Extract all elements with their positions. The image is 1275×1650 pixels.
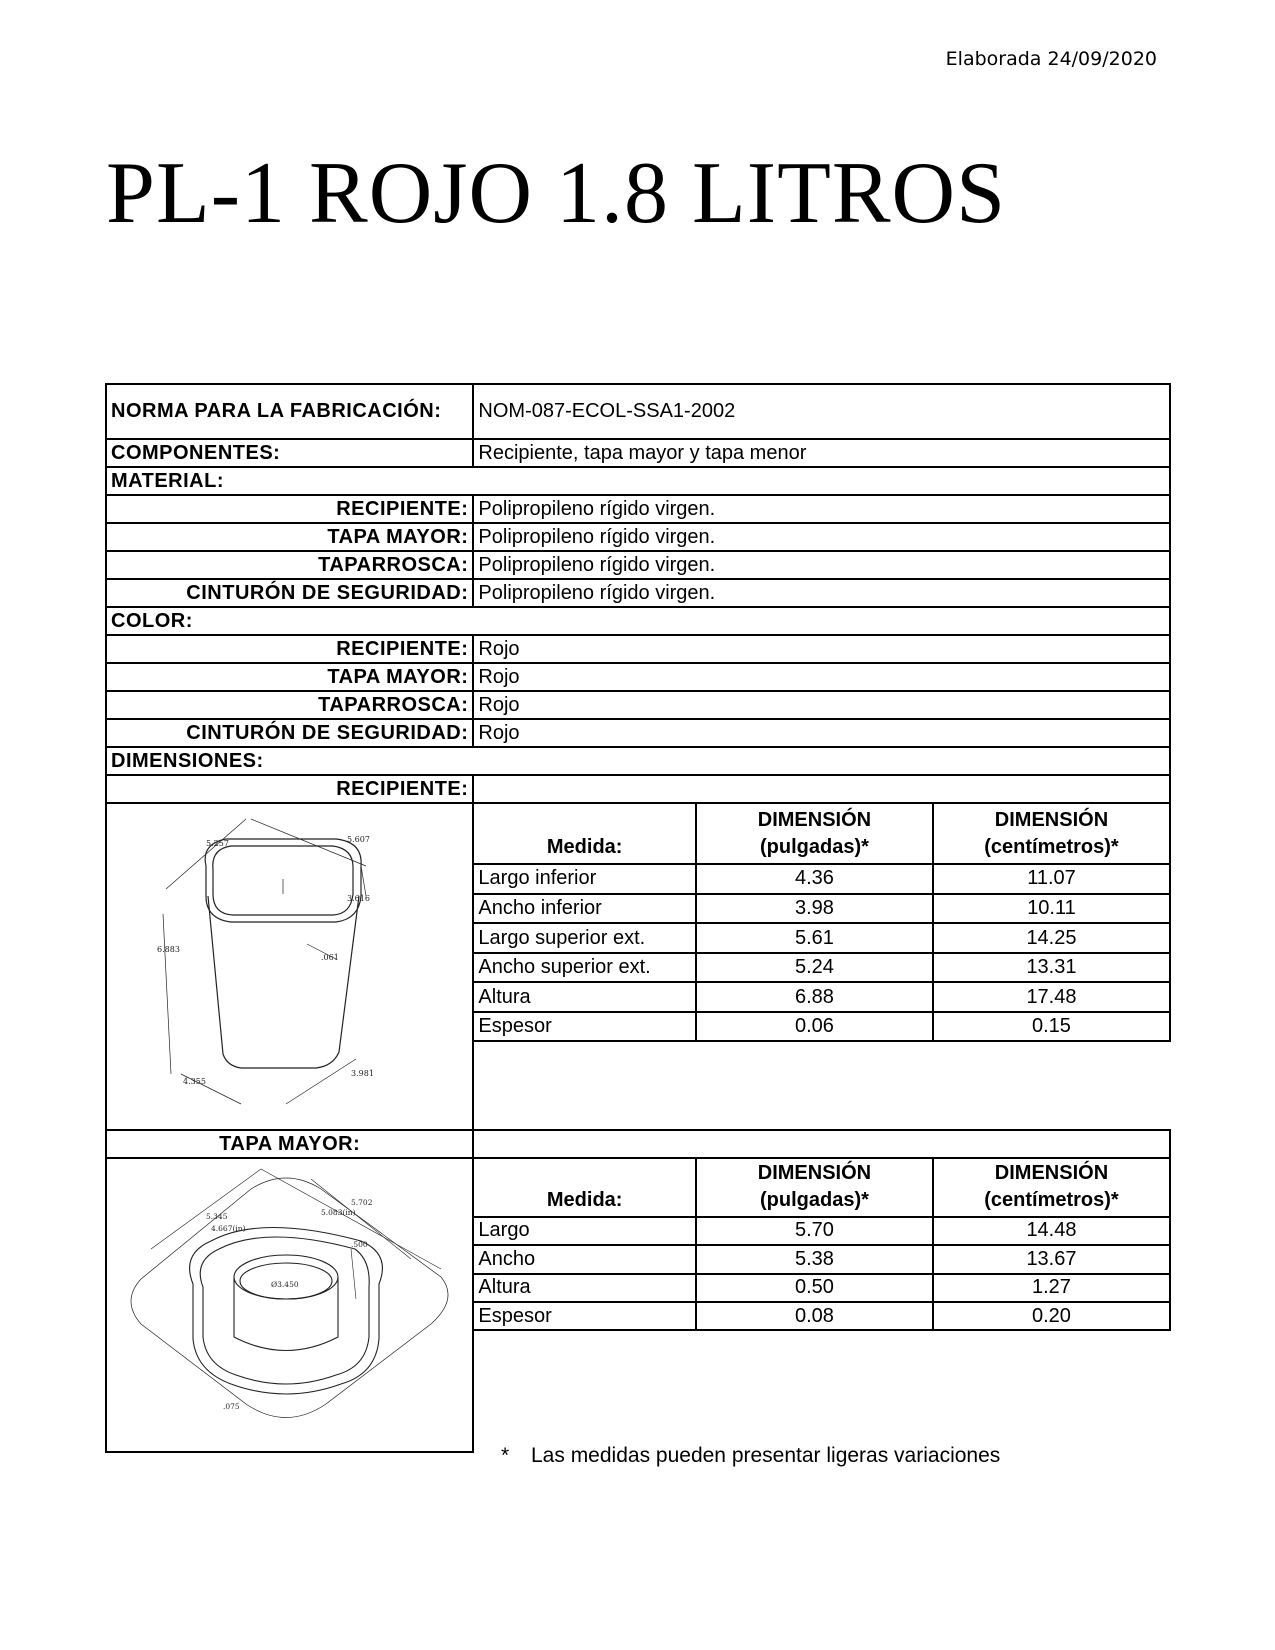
centimetros-cell: 14.25 [933, 923, 1170, 953]
centimetros-header: DIMENSIÓN (centímetros)* [933, 803, 1170, 864]
material-section-row [106, 467, 1170, 495]
centimetros-header: DIMENSIÓN (centímetros)* [933, 1158, 1170, 1217]
footnote-star: * [501, 1444, 510, 1467]
spec-table [105, 383, 1171, 1453]
recipiente-drawing [111, 804, 466, 1129]
dim-label: 5.345 [206, 1212, 228, 1221]
material-row [106, 495, 1170, 523]
material-item-label: TAPA MAYOR: [106, 523, 473, 551]
medida-cell: Ancho [473, 1245, 696, 1273]
medida-cell: Largo superior ext. [473, 923, 696, 953]
pulgadas-cell: 5.70 [696, 1217, 933, 1245]
medida-cell: Largo [473, 1217, 696, 1245]
color-row [106, 719, 1170, 747]
centimetros-cell: 0.20 [933, 1302, 1170, 1330]
pulgadas-header: DIMENSIÓN (pulgadas)* [696, 1158, 933, 1217]
norma-row [106, 384, 1170, 439]
color-item-value: Rojo [473, 719, 1170, 747]
material-item-label: RECIPIENTE: [106, 495, 473, 523]
material-row [106, 551, 1170, 579]
empty-cell [473, 1041, 1170, 1130]
color-item-value: Rojo [473, 663, 1170, 691]
color-item-label: RECIPIENTE: [106, 635, 473, 663]
empty-cell [473, 775, 1170, 803]
componentes-row [106, 439, 1170, 467]
color-item-value: Rojo [473, 635, 1170, 663]
pulgadas-cell: 4.36 [696, 864, 933, 894]
tapa-mayor-header-row [106, 1130, 1170, 1158]
footnote [501, 1444, 1000, 1468]
material-item-label: CINTURÓN DE SEGURIDAD: [106, 579, 473, 607]
pulgadas-cell: 5.61 [696, 923, 933, 953]
pulgadas-cell: 6.88 [696, 982, 933, 1012]
material-item-value: Polipropileno rígido virgen. [473, 495, 1170, 523]
dim-label: 6.883 [157, 945, 180, 954]
color-row [106, 663, 1170, 691]
dim-label: .075 [223, 1402, 240, 1411]
dim-label: 4.355 [183, 1077, 206, 1086]
centimetros-cell: 14.48 [933, 1217, 1170, 1245]
tapa-rim-outer [190, 1228, 383, 1395]
material-item-value: Polipropileno rígido virgen. [473, 551, 1170, 579]
recipiente-dim-header-row [106, 775, 1170, 803]
pulgadas-cell: 3.98 [696, 894, 933, 924]
page-title: PL-1 ROJO 1.8 LITROS [106, 145, 1007, 242]
tapa-rim-inner [200, 1237, 369, 1384]
pulgadas-cell: 0.08 [696, 1302, 933, 1330]
dim-label: 5.607 [347, 835, 370, 844]
medida-cell: Espesor [473, 1012, 696, 1042]
medida-cell: Ancho inferior [473, 894, 696, 924]
dim-label: 5.257 [206, 839, 229, 848]
material-item-value: Polipropileno rígido virgen. [473, 579, 1170, 607]
centimetros-cell: 0.15 [933, 1012, 1170, 1042]
tapa-outline [131, 1178, 448, 1418]
elaboration-date: Elaborada 24/09/2020 [945, 48, 1157, 70]
dim-label: .500 [351, 1240, 368, 1249]
medida-cell: Espesor [473, 1302, 696, 1330]
empty-cell [473, 1330, 1170, 1452]
recipiente-label: RECIPIENTE: [106, 775, 473, 803]
centimetros-cell: 10.11 [933, 894, 1170, 924]
color-item-label: TAPA MAYOR: [106, 663, 473, 691]
recipiente-drawing-cell [106, 803, 473, 1130]
dimensiones-label: DIMENSIONES: [106, 747, 1170, 775]
centimetros-cell: 17.48 [933, 982, 1170, 1012]
medida-cell: Largo inferior [473, 864, 696, 894]
pulgadas-cell: 5.24 [696, 953, 933, 983]
dimensiones-section-row [106, 747, 1170, 775]
tapa-drawing [111, 1159, 466, 1451]
dim-label: 5.083(in) [321, 1208, 356, 1217]
recipiente-dims-head-row [106, 803, 1170, 864]
medida-cell: Ancho superior ext. [473, 953, 696, 983]
tapa-mayor-label: TAPA MAYOR: [106, 1130, 473, 1158]
material-row [106, 523, 1170, 551]
pulgadas-cell: 0.50 [696, 1274, 933, 1302]
dim-label: 3.616 [347, 894, 370, 903]
dim-label: 5.702 [351, 1198, 373, 1207]
tapa-dims-head-row [106, 1158, 1170, 1217]
centimetros-cell: 11.07 [933, 864, 1170, 894]
color-item-value: Rojo [473, 691, 1170, 719]
componentes-value: Recipiente, tapa mayor y tapa menor [473, 439, 1170, 467]
color-item-label: TAPARROSCA: [106, 691, 473, 719]
centimetros-cell: 13.67 [933, 1245, 1170, 1273]
dim-label: .061 [321, 953, 339, 962]
color-section-row [106, 607, 1170, 635]
material-item-value: Polipropileno rígido virgen. [473, 523, 1170, 551]
componentes-label: COMPONENTES: [106, 439, 473, 467]
pulgadas-cell: 0.06 [696, 1012, 933, 1042]
footnote-text: Las medidas pueden presentar ligeras variaciones [531, 1444, 1001, 1467]
pulgadas-header: DIMENSIÓN (pulgadas)* [696, 803, 933, 864]
material-label: MATERIAL: [106, 467, 1170, 495]
pulgadas-cell: 5.38 [696, 1245, 933, 1273]
material-item-label: TAPARROSCA: [106, 551, 473, 579]
medida-cell: Altura [473, 982, 696, 1012]
norma-value: NOM-087-ECOL-SSA1-2002 [473, 384, 1170, 439]
color-label: COLOR: [106, 607, 1170, 635]
norma-label: NORMA PARA LA FABRICACIÓN: [106, 384, 473, 439]
color-item-label: CINTURÓN DE SEGURIDAD: [106, 719, 473, 747]
empty-cell [473, 1130, 1170, 1158]
centimetros-cell: 13.31 [933, 953, 1170, 983]
medida-cell: Altura [473, 1274, 696, 1302]
dim-label: 4.667(in) [211, 1224, 246, 1233]
medida-header: Medida: [473, 1158, 696, 1217]
tapa-drawing-cell [106, 1158, 473, 1452]
dim-label: 3.981 [351, 1069, 374, 1078]
color-row [106, 635, 1170, 663]
material-row [106, 579, 1170, 607]
centimetros-cell: 1.27 [933, 1274, 1170, 1302]
dim-label: Ø3.450 [271, 1280, 299, 1289]
color-row [106, 691, 1170, 719]
medida-header: Medida: [473, 803, 696, 864]
